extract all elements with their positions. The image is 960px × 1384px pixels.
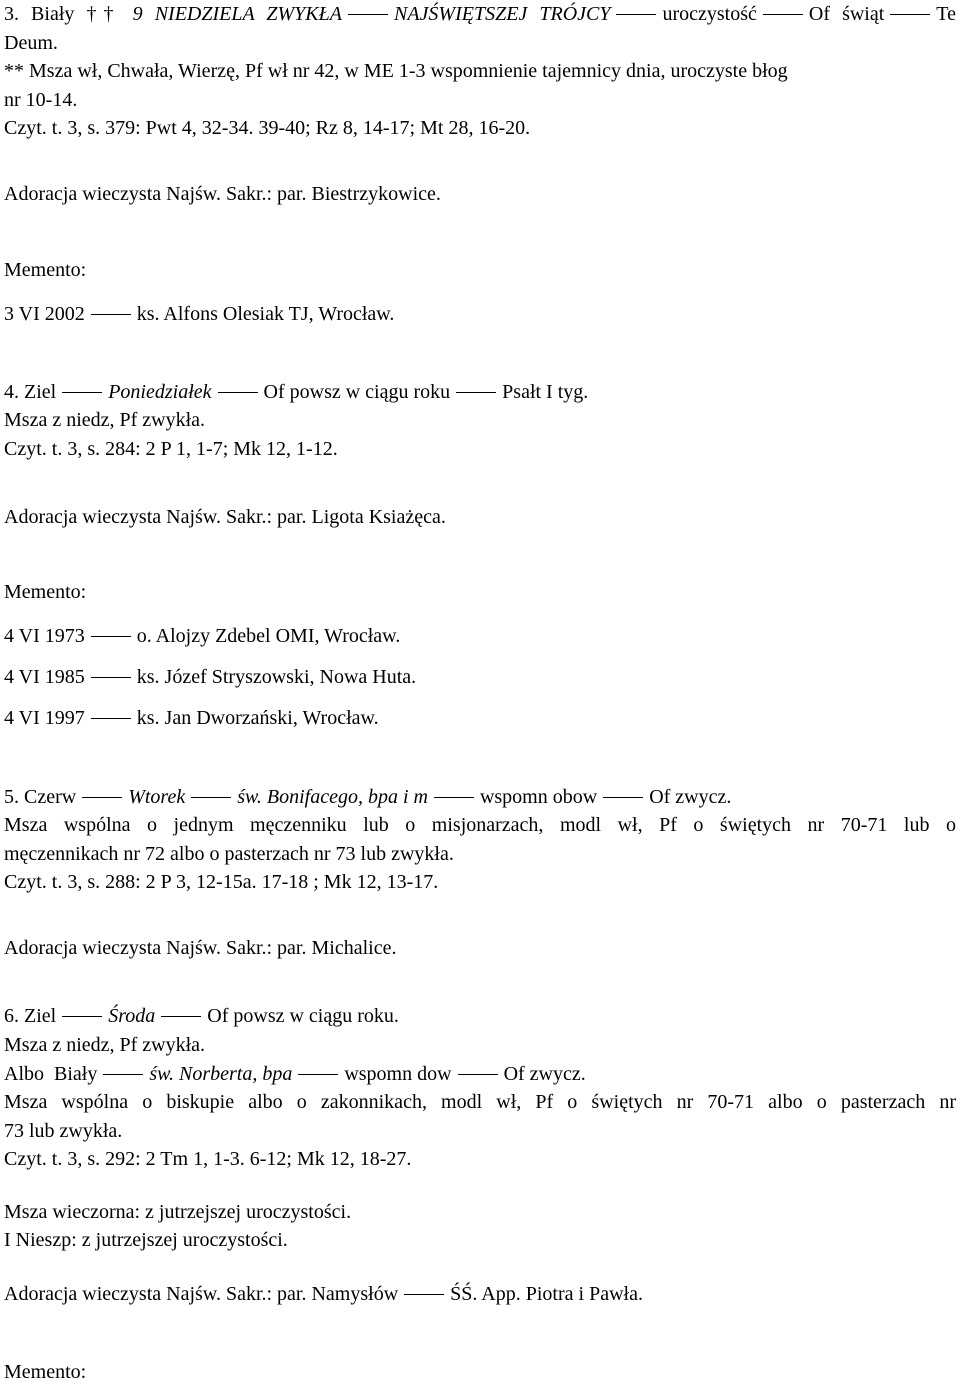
day3-mass-line2: nr 10-14. bbox=[4, 89, 78, 111]
day6-saint-prefix: św. bbox=[149, 1063, 174, 1085]
day5-heading bbox=[4, 785, 731, 809]
dash bbox=[434, 797, 474, 798]
dash bbox=[456, 392, 496, 393]
memento-date: 4 VI 1997 bbox=[4, 707, 85, 729]
day6-alt-prefix: Albo Biały bbox=[4, 1063, 98, 1085]
day5-mass-line1: Msza wspólna o jednym męczenniku lub o misjonarzach, modl wł, Pf o świętych nr 70-71 lub o bbox=[4, 814, 956, 836]
day3-heading bbox=[4, 2, 956, 26]
day5-prefix: 5. Czerw bbox=[4, 786, 77, 808]
dash bbox=[91, 718, 131, 719]
day4-day-name: Poniedziałek bbox=[108, 381, 212, 403]
memento-entry bbox=[4, 624, 400, 648]
day4-prefix: 4. Ziel bbox=[4, 381, 57, 403]
day3-mass-line1: ** Msza wł, Chwała, Wierzę, Pf wł nr 42, w ME 1-3 wspomnienie tajemnicy dnia, uroczyste błog bbox=[4, 60, 788, 82]
day5-saint: Bonifacego, bpa i m bbox=[266, 786, 428, 808]
day5-adoration: Adoracja wieczysta Najśw. Sakr.: par. Michalice. bbox=[4, 937, 397, 959]
day6-mass2-line2: 73 lub zwykła. bbox=[4, 1120, 123, 1142]
dash bbox=[348, 14, 388, 15]
day6-office: Of powsz w ciągu roku. bbox=[207, 1005, 399, 1027]
dash bbox=[91, 314, 131, 315]
day3-rank: uroczystość bbox=[662, 3, 757, 25]
dash bbox=[62, 1016, 102, 1017]
day3-adoration: Adoracja wieczysta Najśw. Sakr.: par. Biestrzykowice. bbox=[4, 183, 441, 205]
day4-mass: Msza z niedz, Pf zwykła. bbox=[4, 409, 206, 431]
dash bbox=[603, 797, 643, 798]
day3-end: Te bbox=[936, 3, 956, 25]
memento-date: 4 VI 1985 bbox=[4, 666, 85, 688]
dash bbox=[458, 1074, 498, 1075]
dash bbox=[616, 14, 656, 15]
day6-office: Of zwycz. bbox=[503, 1063, 586, 1085]
memento-entry bbox=[4, 302, 394, 326]
memento-date: 4 VI 1973 bbox=[4, 625, 85, 647]
dash bbox=[191, 797, 231, 798]
day6-rank: wspomn dow bbox=[344, 1063, 452, 1085]
memento-date: 3 VI 2002 bbox=[4, 303, 85, 325]
memento-entry bbox=[4, 706, 379, 730]
day5-day-name: Wtorek bbox=[128, 786, 186, 808]
memento-person: ks. Jan Dworzański, Wrocław. bbox=[136, 707, 379, 729]
dash bbox=[161, 1016, 201, 1017]
dash bbox=[91, 677, 131, 678]
day6-saint: Norberta, bpa bbox=[178, 1063, 293, 1085]
dash bbox=[62, 392, 102, 393]
day5-mass-line2: męczennikach nr 72 albo o pasterzach nr 73 lub zwykła. bbox=[4, 843, 454, 865]
dash bbox=[91, 636, 131, 637]
day5-office: Of zwycz. bbox=[649, 786, 732, 808]
day4-psalter: Psałt I tyg. bbox=[502, 381, 589, 403]
day6-adoration bbox=[4, 1282, 643, 1306]
day6-adoration-suffix: ŚŚ. App. Piotra i Pawła. bbox=[450, 1283, 643, 1305]
day4-office: Of powsz w ciągu roku bbox=[263, 381, 451, 403]
dash bbox=[298, 1074, 338, 1075]
dash bbox=[890, 14, 930, 15]
day6-adoration-prefix: Adoracja wieczysta Najśw. Sakr.: par. Namysłów bbox=[4, 1283, 399, 1305]
day6-day-name: Środa bbox=[108, 1005, 156, 1027]
day3-heading-cont: Deum. bbox=[4, 32, 58, 54]
day3-memento-label: Memento: bbox=[4, 259, 87, 281]
day5-rank: wspomn obow bbox=[479, 786, 598, 808]
day5-saint-prefix: św. bbox=[237, 786, 262, 808]
dash bbox=[218, 392, 258, 393]
day6-mass2-line1: Msza wspólna o biskupie albo o zakonnikach, modl wł, Pf o świętych nr 70-71 albo o pasterzach nr bbox=[4, 1091, 956, 1113]
day6-vespers: I Nieszp: z jutrzejszej uroczystości. bbox=[4, 1229, 288, 1251]
day6-heading bbox=[4, 1004, 399, 1028]
day4-memento-label: Memento: bbox=[4, 581, 87, 603]
day4-heading bbox=[4, 380, 588, 404]
day4-adoration: Adoracja wieczysta Najśw. Sakr.: par. Ligota Ksiażęca. bbox=[4, 506, 446, 528]
day3-prefix: 3. Biały †† bbox=[4, 3, 133, 25]
dash bbox=[103, 1074, 143, 1075]
memento-entry bbox=[4, 665, 416, 689]
day4-readings: Czyt. t. 3, s. 284: 2 P 1, 1-7; Mk 12, 1-12. bbox=[4, 438, 338, 460]
day6-memento-label: Memento: bbox=[4, 1361, 87, 1383]
day6-prefix: 6. Ziel bbox=[4, 1005, 57, 1027]
dash bbox=[82, 797, 122, 798]
dash bbox=[763, 14, 803, 15]
memento-person: o. Alojzy Zdebel OMI, Wrocław. bbox=[136, 625, 401, 647]
day3-feast: NAJŚWIĘTSZEJ TRÓJCY bbox=[393, 3, 611, 25]
day5-readings: Czyt. t. 3, s. 288: 2 P 3, 12-15a. 17-18 ; Mk 12, 13-17. bbox=[4, 871, 439, 893]
day6-alt-heading bbox=[4, 1062, 586, 1086]
day3-office: Of świąt bbox=[808, 3, 885, 25]
day3-readings: Czyt. t. 3, s. 379: Pwt 4, 32-34. 39-40; Rz 8, 14-17; Mt 28, 16-20. bbox=[4, 117, 531, 139]
day6-mass: Msza z niedz, Pf zwykła. bbox=[4, 1034, 206, 1056]
day3-day-name: 9 NIEDZIELA ZWYKŁA bbox=[132, 3, 342, 25]
dash bbox=[404, 1294, 444, 1295]
day6-evening-mass: Msza wieczorna: z jutrzejszej uroczystości. bbox=[4, 1201, 352, 1223]
memento-person: ks. Józef Stryszowski, Nowa Huta. bbox=[136, 666, 417, 688]
memento-person: ks. Alfons Olesiak TJ, Wrocław. bbox=[136, 303, 395, 325]
day6-readings: Czyt. t. 3, s. 292: 2 Tm 1, 1-3. 6-12; Mk 12, 18-27. bbox=[4, 1148, 412, 1170]
